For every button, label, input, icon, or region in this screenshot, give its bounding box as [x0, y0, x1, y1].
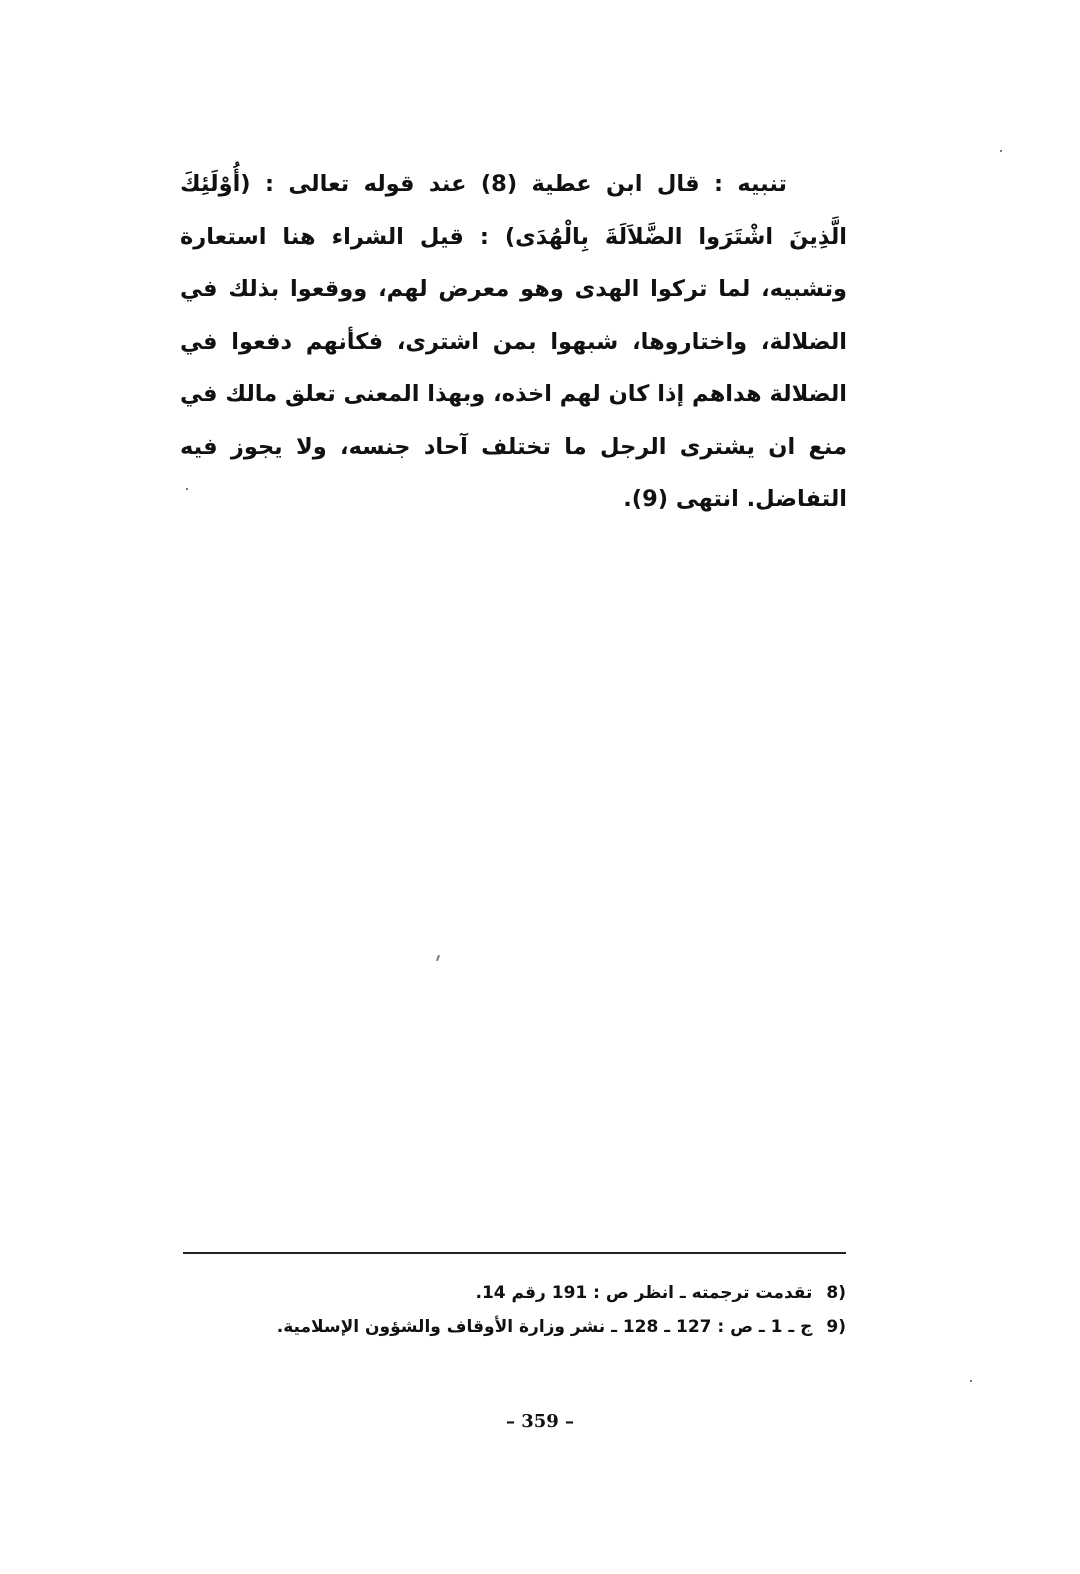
footnote-text: تقدمت ترجمته ـ انظر ص : 191 رقم 14.	[475, 1283, 813, 1303]
body-line: التفاضل. انتهى (9).	[623, 486, 847, 512]
body-line: تنبيه : قال ابن عطية (8) عند قوله تعالى : (أُوْلَئِكَ	[180, 171, 788, 197]
page-number: – 359 –	[505, 1411, 575, 1432]
footnote-number: 8)	[826, 1283, 846, 1303]
scan-speck	[436, 955, 440, 961]
body-line: وتشبيه، لما تركوا الهدى وهو معرض لهم، ووقعوا بذلك في	[180, 276, 847, 302]
footnotes	[183, 1276, 846, 1344]
scan-speck	[970, 1380, 972, 1382]
scan-speck	[186, 488, 188, 490]
footnote-divider	[183, 1252, 846, 1254]
body-line: منع ان يشترى الرجل ما تختلف آحاد جنسه، ولا يجوز فيه	[180, 433, 847, 460]
scan-speck	[1000, 150, 1002, 152]
body-line: الضلالة هداهم إذا كان لهم اخذه، وبهذا المعنى تعلق مالك في	[180, 381, 847, 407]
footnote-item	[183, 1310, 846, 1344]
footnote-text: ج ـ 1 ـ ص : 127 ـ 128 ـ نشر وزارة الأوقاف والشؤون الإسلامية.	[276, 1317, 813, 1337]
body-line: الَّذِينَ اشْتَرَوا الضَّلاَلَةَ بِالْهُدَى) : قيل الشراء هنا استعارة	[180, 223, 847, 250]
footnote-number: 9)	[826, 1317, 846, 1337]
body-line: الضلالة، واختاروها، شبهوا بمن اشترى، فكأنهم دفعوا في	[180, 328, 847, 355]
body-text	[180, 158, 847, 526]
footnote-item	[183, 1276, 846, 1310]
